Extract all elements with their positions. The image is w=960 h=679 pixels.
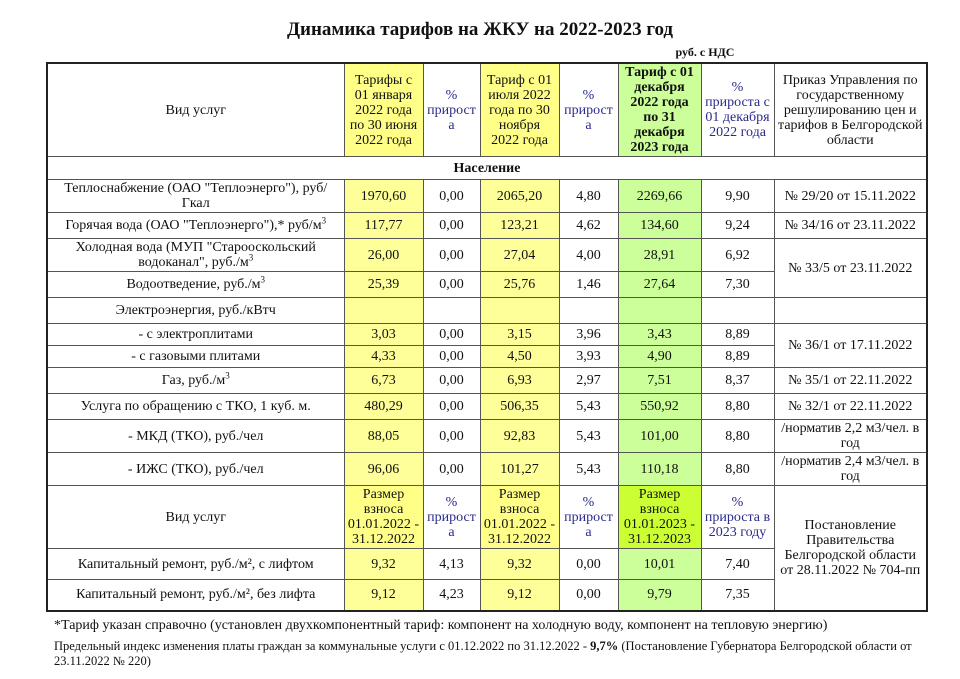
fee-2022b: 9,32: [480, 549, 559, 580]
tariff-jul: 2065,20: [480, 180, 559, 213]
order-ref: № 33/5 от 23.11.2022: [774, 239, 927, 298]
header-tariff-jul: Тариф с 01 июля 2022 года по 30 ноября 2022 года: [480, 63, 559, 157]
growth-2: 1,46: [559, 272, 618, 298]
tariff-dec: 550,92: [618, 394, 701, 420]
growth-1: 0,00: [423, 213, 480, 239]
header2-fee-2022a: Размер взноса 01.01.2022 - 31.12.2022: [344, 486, 423, 549]
tariff-dec: 27,64: [618, 272, 701, 298]
growth-3: 9,90: [701, 180, 774, 213]
service-name: Водоотведение, $руб./м^3$: [47, 272, 344, 298]
growth-1: 0,00: [423, 346, 480, 368]
growth-3: 8,80: [701, 394, 774, 420]
tariff-dec: 2269,66: [618, 180, 701, 213]
fee-2022a: 9,32: [344, 549, 423, 580]
growth-1: 4,23: [423, 580, 480, 611]
service-name: Капитальный ремонт, руб./м², без лифта: [47, 580, 344, 611]
growth-2: [559, 298, 618, 324]
content: [46, 62, 926, 669]
service-name: Теплоснабжение (ОАО "Теплоэнерго"), руб/Гкал: [47, 180, 344, 213]
header-service: Вид услуг: [47, 63, 344, 157]
service-name: - МКД (ТКО), руб./чел: [47, 420, 344, 453]
tariff-jan: 480,29: [344, 394, 423, 420]
service-name: Капитальный ремонт, руб./м², с лифтом: [47, 549, 344, 580]
service-name: - с электроплитами: [47, 324, 344, 346]
growth-1: 0,00: [423, 272, 480, 298]
service-name: - ИЖС (ТКО), руб./чел: [47, 453, 344, 486]
order-ref: [774, 298, 927, 324]
tariff-dec: 7,51: [618, 368, 701, 394]
service-name: Газ, $руб./м^3$: [47, 368, 344, 394]
service-name: - с газовыми плитами: [47, 346, 344, 368]
growth-2: 3,96: [559, 324, 618, 346]
table-header-row: [47, 63, 927, 157]
tariff-dec: 101,00: [618, 420, 701, 453]
table-row: [47, 298, 927, 324]
header-order: Приказ Управления по государственному решулированию цен и тарифов в Белгородской области: [774, 63, 927, 157]
service-name: Услуга по обращению с ТКО, 1 куб. м.: [47, 394, 344, 420]
growth-2: 4,80: [559, 180, 618, 213]
order-ref: № 32/1 от 22.11.2022: [774, 394, 927, 420]
page-title: Динамика тарифов на ЖКУ на 2022-2023 год: [286, 19, 674, 40]
growth-2: 2,97: [559, 368, 618, 394]
growth-1: 0,00: [423, 324, 480, 346]
tariff-dec: [618, 298, 701, 324]
index-note: Предельный индекс изменения платы граждан за коммунальные услуги с 01.12.2022 по 31.12.2022 - 9,7% (Постановление Губернатора Белгородской области от 23.11.2022 № 220): [54, 638, 912, 668]
tariff-jul: 123,21: [480, 213, 559, 239]
tariff-dec: 3,43: [618, 324, 701, 346]
growth-2: 4,00: [559, 239, 618, 272]
growth-1: [423, 298, 480, 324]
growth-3: 8,89: [701, 324, 774, 346]
growth-2: 0,00: [559, 549, 618, 580]
order-ref: № 29/20 от 15.11.2022: [774, 180, 927, 213]
tariff-jan: 1970,60: [344, 180, 423, 213]
header-tariff-dec: Тариф с 01 декабря 2022 года по 31 декабря 2023 года: [618, 63, 701, 157]
growth-3: 7,40: [701, 549, 774, 580]
growth-1: 0,00: [423, 368, 480, 394]
growth-1: 0,00: [423, 239, 480, 272]
table-header-row-2: [47, 486, 927, 549]
header-growth-1: % прироста: [423, 63, 480, 157]
table-row: [47, 453, 927, 486]
fee-2022b: 9,12: [480, 580, 559, 611]
tariff-jan: 88,05: [344, 420, 423, 453]
order-ref: /норматив 2,4 м3/чел. в год: [774, 453, 927, 486]
growth-3: 9,24: [701, 213, 774, 239]
order-ref: № 36/1 от 17.11.2022: [774, 324, 927, 368]
growth-1: 0,00: [423, 394, 480, 420]
growth-2: 3,93: [559, 346, 618, 368]
table-row: [47, 394, 927, 420]
growth-2: 5,43: [559, 394, 618, 420]
growth-3: 8,80: [701, 453, 774, 486]
header2-order: Постановление Правительства Белгородской области от 28.11.2022 № 704-пп: [774, 486, 927, 611]
growth-1: 0,00: [423, 420, 480, 453]
tariff-jul: 506,35: [480, 394, 559, 420]
tariff-dec: 4,90: [618, 346, 701, 368]
fee-2022a: 9,12: [344, 580, 423, 611]
tariff-jul: 25,76: [480, 272, 559, 298]
order-ref: № 35/1 от 22.11.2022: [774, 368, 927, 394]
service-name: Горячая вода (ОАО "Теплоэнерго"),* руб/$м^3$: [47, 213, 344, 239]
header-tariff-jan: Тарифы с 01 января 2022 года по 30 июня 2022 года: [344, 63, 423, 157]
growth-2: 5,43: [559, 453, 618, 486]
header2-fee-2022b: Размер взноса 01.01.2022 - 31.12.2022: [480, 486, 559, 549]
header2-growth-3: % прироста в 2023 году: [701, 486, 774, 549]
growth-1: 4,13: [423, 549, 480, 580]
header2-service: Вид услуг: [47, 486, 344, 549]
tariff-dec: 110,18: [618, 453, 701, 486]
tariff-jan: 26,00: [344, 239, 423, 272]
growth-3: 8,89: [701, 346, 774, 368]
header-growth-3: % прироста с 01 декабря 2022 года: [701, 63, 774, 157]
order-ref: /норматив 2,2 м3/чел. в год: [774, 420, 927, 453]
order-ref: № 34/16 от 23.11.2022: [774, 213, 927, 239]
table-row: [47, 324, 927, 346]
tariff-jul: 101,27: [480, 453, 559, 486]
fee-2023: 10,01: [618, 549, 701, 580]
section-row: [47, 157, 927, 180]
growth-1: 0,00: [423, 453, 480, 486]
growth-1: 0,00: [423, 180, 480, 213]
tariff-jul: 6,93: [480, 368, 559, 394]
tariff-jan: 117,77: [344, 213, 423, 239]
tariff-table: [46, 62, 928, 612]
table-row: [47, 420, 927, 453]
header2-fee-2023: Размер взноса 01.01.2023 - 31.12.2023: [618, 486, 701, 549]
tariff-dec: 134,60: [618, 213, 701, 239]
growth-3: [701, 298, 774, 324]
header2-growth-2: % прироста: [559, 486, 618, 549]
tariff-jul: 4,50: [480, 346, 559, 368]
tariff-dec: 28,91: [618, 239, 701, 272]
tariff-jan: 25,39: [344, 272, 423, 298]
tariff-jan: 3,03: [344, 324, 423, 346]
growth-3: 7,30: [701, 272, 774, 298]
growth-3: 6,92: [701, 239, 774, 272]
table-row: [47, 213, 927, 239]
footnote: *Тариф указан справочно (установлен двухкомпонентный тариф: компонент на холодную воду, компонент на тепловую энергию): [54, 617, 828, 633]
tariff-jan: 6,73: [344, 368, 423, 394]
growth-3: 7,35: [701, 580, 774, 611]
growth-3: 8,37: [701, 368, 774, 394]
tariff-jan: 96,06: [344, 453, 423, 486]
growth-2: 0,00: [559, 580, 618, 611]
tariff-jan: [344, 298, 423, 324]
service-name: Холодная вода (МУП "Старооскольский водоканал", $руб./м^3$: [47, 239, 344, 272]
growth-2: 4,62: [559, 213, 618, 239]
tariff-jan: 4,33: [344, 346, 423, 368]
header-growth-2: % прироста: [559, 63, 618, 157]
table-row: [47, 180, 927, 213]
tariff-jul: 92,83: [480, 420, 559, 453]
table-row: [47, 239, 927, 272]
fee-2023: 9,79: [618, 580, 701, 611]
growth-2: 5,43: [559, 420, 618, 453]
growth-3: 8,80: [701, 420, 774, 453]
tariff-jul: 27,04: [480, 239, 559, 272]
tariff-jul: 3,15: [480, 324, 559, 346]
section-label: Население: [47, 157, 927, 180]
index-value: 9,7%: [590, 638, 619, 653]
tariff-jul: [480, 298, 559, 324]
header2-growth-1: % прироста: [423, 486, 480, 549]
service-name: Электроэнергия, руб./кВтч: [47, 298, 344, 324]
table-row: [47, 368, 927, 394]
unit-note: руб. с НДС: [675, 45, 735, 59]
